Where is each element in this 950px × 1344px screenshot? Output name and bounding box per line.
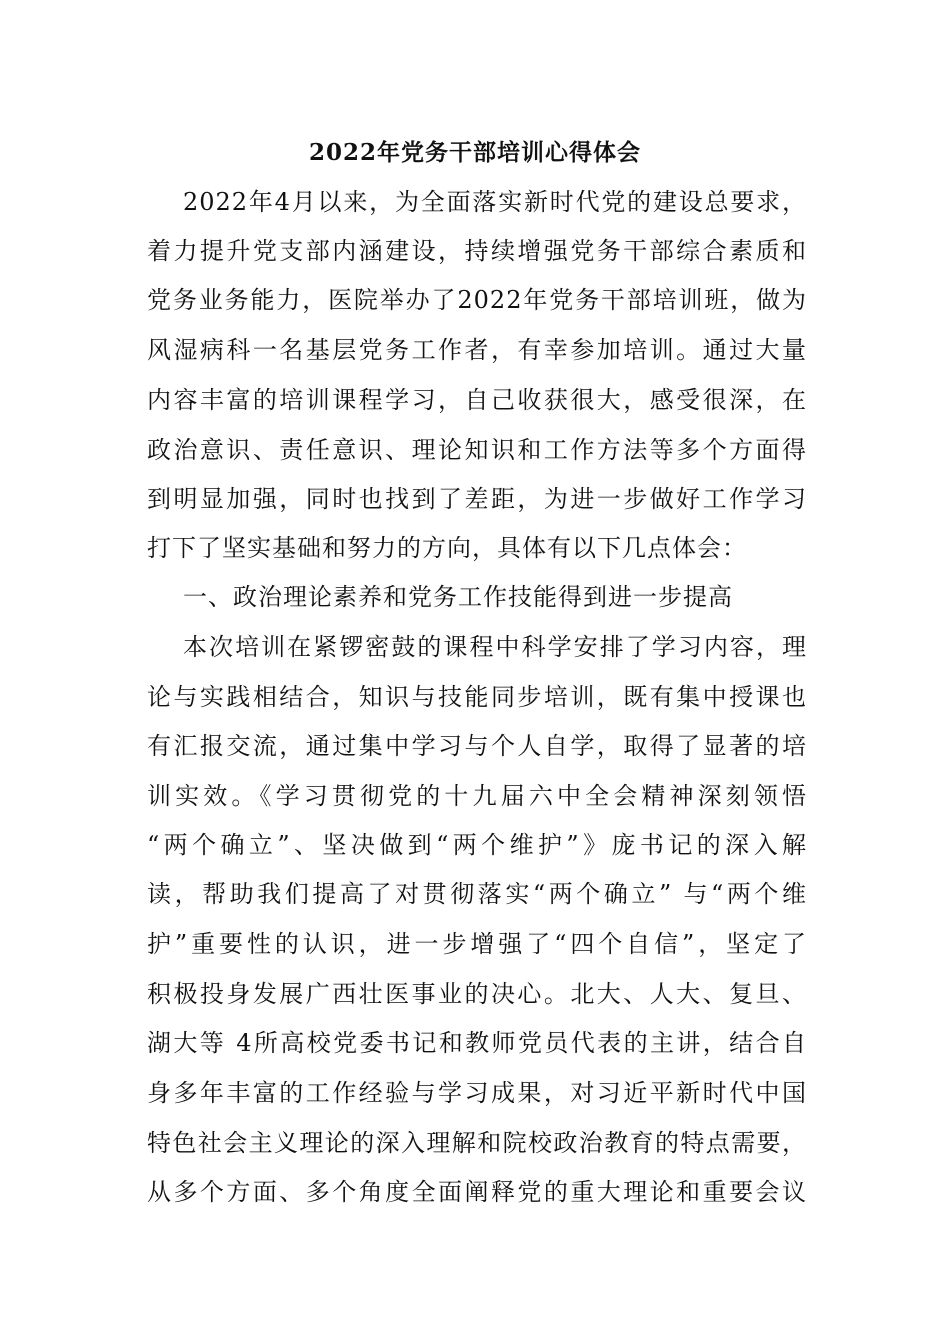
paragraph-line: 着力提升党支部内涵建设，持续增强党务干部综合素质和 — [147, 237, 807, 265]
paragraph-line: 从多个方面、多个角度全面阐释党的重大理论和重要会议 — [147, 1178, 807, 1206]
paragraph-line: 湖大等 4所高校党委书记和教师党员代表的主讲，结合自 — [147, 1029, 807, 1057]
paragraph-line: 政治意识、责任意识、理论知识和工作方法等多个方面得 — [147, 436, 807, 464]
paragraph-line: 积极投身发展广西壮医事业的决心。北大、人大、复旦、 — [147, 980, 807, 1008]
paragraph-line: 党务业务能力，医院举办了2022年党务干部培训班，做为 — [147, 286, 807, 314]
paragraph-line: 特色社会主义理论的深入理解和院校政治教育的特点需要， — [147, 1129, 807, 1157]
paragraph-line: 训实效。《学习贯彻党的十九届六中全会精神深刻领悟 — [147, 782, 807, 810]
paragraph-line: 2022年4月以来，为全面落实新时代党的建设总要求， — [183, 188, 807, 216]
paragraph-line: 本次培训在紧锣密鼓的课程中科学安排了学习内容，理 — [183, 633, 807, 661]
paragraph-line: 有汇报交流，通过集中学习与个人自学，取得了显著的培 — [147, 732, 807, 760]
paragraph-line: 身多年丰富的工作经验与学习成果，对习近平新时代中国 — [147, 1079, 807, 1107]
paragraph-line: “两个确立”、坚决做到“两个维护”》庞书记的深入解 — [147, 831, 807, 859]
document-title: 2022年党务干部培训心得体会 — [308, 139, 641, 166]
paragraph-line: 到明显加强，同时也找到了差距，为进一步做好工作学习 — [147, 485, 807, 513]
paragraph-line: 打下了坚实基础和努力的方向，具体有以下几点体会： — [147, 534, 747, 562]
paragraph-line: 内容丰富的培训课程学习，自己收获很大，感受很深，在 — [147, 386, 807, 414]
paragraph-line: 护”重要性的认识，进一步增强了“四个自信”，坚定了 — [147, 930, 807, 958]
section-heading: 一、政治理论素养和党务工作技能得到进一步提高 — [183, 583, 733, 611]
paragraph-line: 风湿病科一名基层党务工作者，有幸参加培训。通过大量 — [147, 336, 807, 364]
paragraph-line: 读，帮助我们提高了对贯彻落实“两个确立” 与“两个维 — [147, 880, 807, 908]
paragraph-line: 论与实践相结合，知识与技能同步培训，既有集中授课也 — [147, 683, 807, 711]
